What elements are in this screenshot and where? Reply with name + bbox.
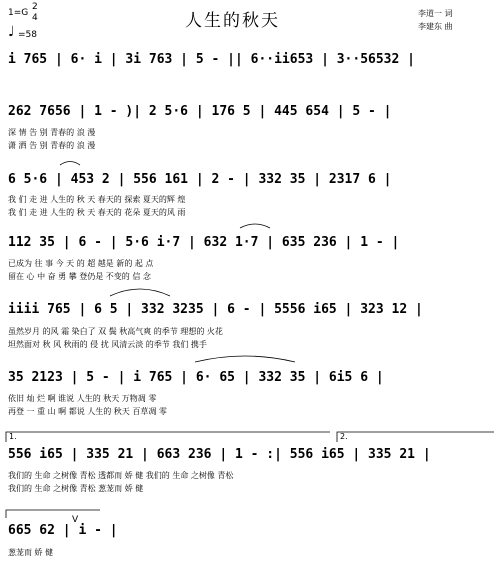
slur-2 bbox=[110, 289, 170, 296]
lyric-row-8-verse-1: 葱茏而 娇 健 bbox=[8, 548, 54, 557]
breath-mark: V bbox=[72, 515, 79, 525]
ending-bracket bbox=[6, 510, 100, 518]
score-row-6: 35 2123 | 5 - | i 765 | 6· 65 | 332 35 | 6i5 6 | bbox=[8, 370, 384, 385]
volta-1-bracket bbox=[6, 432, 330, 442]
score-row-2: 262 7656 | 1 - )| 2 5·6 | 176 5 | 445 654 | 5 - | bbox=[8, 104, 392, 119]
lyric-row-3-verse-2: 我 们 走 进 人生的 秋 天 春天的 花朵 夏天的风 雨 bbox=[8, 208, 186, 217]
score-row-7: 556 i65 | 335 21 | 663 236 | 1 - :| 556 i65 | 335 21 | bbox=[8, 447, 431, 462]
lyric-row-3-verse-1: 我 们 走 进 人生的 秋 天 春天的 探索 夏天的辉 煌 bbox=[8, 195, 186, 204]
song-title: 人生的秋天 bbox=[185, 11, 280, 31]
lyric-row-5-verse-2: 坦然面对 秋 风 秋雨的 侵 扰 风清云淡 的季节 我们 携手 bbox=[8, 340, 207, 349]
score-row-5: iiii 765 | 6 5 | 332 3235 | 6 - | 5556 i65 | 323 12 | bbox=[8, 302, 423, 317]
volta-1-label: 1. bbox=[9, 432, 17, 441]
volta-2-label: 2. bbox=[340, 432, 348, 441]
lyric-row-4-verse-2: 留在 心 中 奋 勇 攀 登仍是 不变的 信 念 bbox=[8, 272, 151, 281]
score-row-1: i 765 | 6· i | 3i 763 | 5 - || 6··ii653 | 3··56532 | bbox=[8, 52, 415, 67]
time-signature-bottom: 4 bbox=[32, 13, 38, 23]
score-row-4: 112 35 | 6 - | 5·6 i·7 | 632 1·7 | 635 236 | 1 - | bbox=[8, 235, 400, 250]
lyric-row-2-verse-1: 深 情 告 别 青春的 浪 漫 bbox=[8, 128, 96, 137]
score-row-8: 665 62 | i - | bbox=[8, 523, 118, 538]
quarter-note-icon: ♩ bbox=[8, 24, 15, 40]
lyric-row-6-verse-2: 再登 一 重 山 啊 都说 人生的 秋天 百草凋 零 bbox=[8, 407, 167, 416]
lyric-row-4-verse-1: 已成为 往 事 今 天 的 超 越是 新的 起 点 bbox=[8, 259, 154, 268]
volta-2-bracket bbox=[337, 432, 494, 442]
key-signature: 1=G bbox=[8, 8, 29, 18]
time-signature-top: 2 bbox=[32, 2, 38, 12]
lyric-row-5-verse-1: 虽然岁月 的风 霜 染白了 双 鬓 秋高气爽 的季节 理想的 火花 bbox=[8, 327, 223, 336]
lyric-row-6-verse-1: 依旧 灿 烂 啊 谁说 人生的 秋天 万物凋 零 bbox=[8, 394, 157, 403]
lyric-row-2-verse-2: 潇 洒 告 别 青春的 浪 漫 bbox=[8, 141, 96, 150]
tempo-marking: =58 bbox=[18, 30, 37, 40]
slur-4 bbox=[240, 224, 270, 228]
score-row-3: 6 5·6 | 453 2 | 556 161 | 2 - | 332 35 | 2317 6 | bbox=[8, 172, 392, 187]
slur-3 bbox=[195, 356, 295, 362]
lyricist-credit: 李道一 词 bbox=[418, 9, 453, 18]
composer-credit: 李建东 曲 bbox=[418, 22, 453, 31]
lyric-row-7-verse-2: 我们的 生命 之树像 青松 葱茏而 娇 健 bbox=[8, 484, 144, 493]
slur-1 bbox=[60, 162, 80, 166]
lyric-row-7-verse-1: 我们的 生命 之树像 青松 透都而 娇 健 我们的 生命 之树像 青松 bbox=[8, 471, 234, 480]
